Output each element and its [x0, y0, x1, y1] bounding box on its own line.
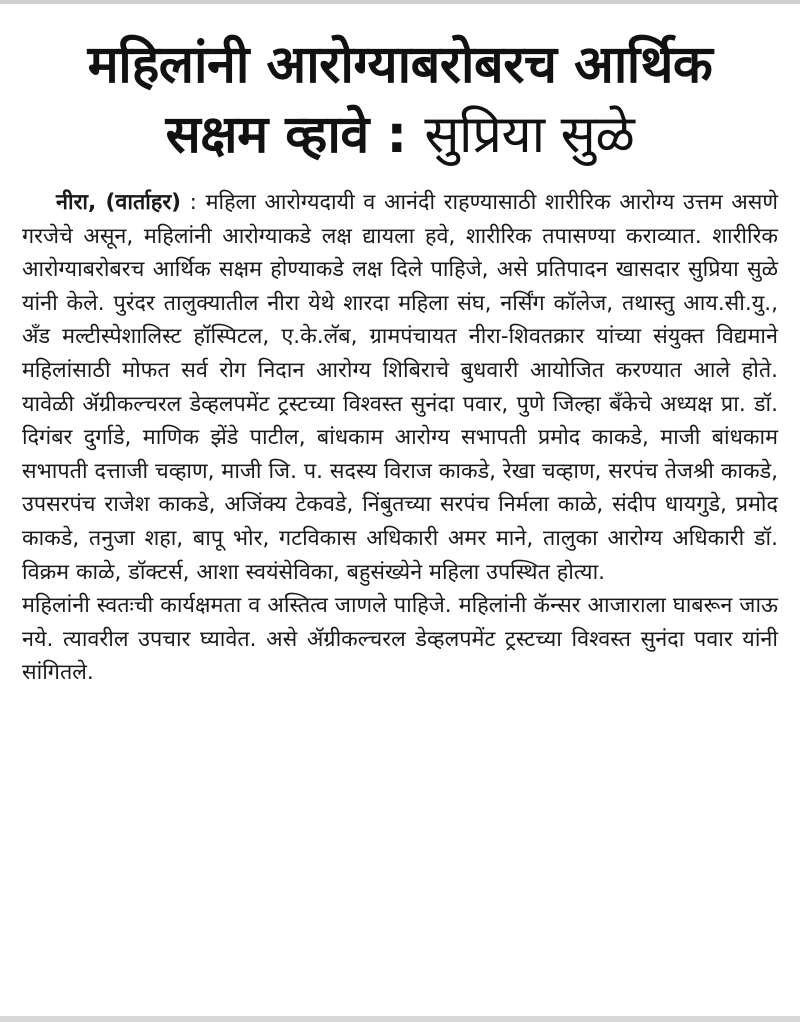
paragraph-2: महिलांनी स्वतःची कार्यक्षमता व अस्तित्व जाणले पाहिजे. महिलांनी कॅन्सर आजाराला घाबरून जाऊ नये. त्यावरील उपचार घ्यावेत. असे ॲग्रीकल्चरल डेव्हलपमेंट ट्रस्टच्या विश्वस्त सुनंदा पवार यांनी सांगितले.: [22, 593, 778, 686]
headline: [22, 30, 778, 170]
headline-line-1: महिलांनी आरोग्याबरोबरच आर्थिक: [87, 35, 713, 95]
news-article: [22, 30, 778, 690]
headline-line-2: [22, 100, 778, 170]
dateline: नीरा, (वार्ताहर): [56, 190, 182, 215]
bottom-border: [0, 1016, 800, 1022]
headline-main-text: सक्षम व्हावे: [165, 105, 369, 165]
headline-speaker: सुप्रिया सुळे: [424, 105, 635, 165]
article-body: [22, 186, 778, 690]
top-border: [0, 0, 800, 4]
headline-separator: :: [368, 105, 425, 165]
paragraph-1: महिला आरोग्यदायी व आनंदी राहण्यासाठी शारीरिक आरोग्य उत्तम असणे गरजेचे असून, महिलांनी आरोग्याकडे लक्ष द्यायला हवे, शारीरिक तपासण्या कराव्यात. शारीरिक आरोग्याबरोबरच आर्थिक सक्षम होण्याकडे लक्ष दिले पाहिजे, असे प्रतिपादन खासदार सुप्रिया सुळे यांनी केले. पुरंदर तालुक्यातील नीरा येथे शारदा महिला संघ, नर्सिंग कॉलेज, तथास्तु आय.सी.यु., अँड मल्टीस्पेशालिस्ट हॉस्पिटल, ए.के.लॅब, ग्रामपंचायत नीरा-शिवतक्रार यांच्या संयुक्त विद्यमाने महिलांसाठी मोफत सर्व रोग निदान आरोग्य शिबिराचे बुधवारी आयोजित करण्यात आले होते. यावेळी ॲग्रीकल्चरल डेव्हलपमेंट ट्रस्टच्या विश्वस्त सुनंदा पवार, पुणे जिल्हा बँकेचे अध्यक्ष प्रा. डॉ. दिगंबर दुर्गाडे, माणिक झेंडे पाटील, बांधकाम आरोग्य सभापती प्रमोद काकडे, माजी बांधकाम सभापती दत्ताजी चव्हाण, माजी जि. प. सदस्य विराज काकडे, रेखा चव्हाण, सरपंच तेजश्री काकडे, उपसरपंच राजेश काकडे, अजिंक्य टेकवडे, निंबुतच्या सरपंच निर्मला काळे, संदीप धायगुडे, प्रमोद काकडे, तनुजा शहा, बापू भोर, गटविकास अधिकारी अमर माने, तालुका आरोग्य अधिकारी डॉ. विक्रम काळे, डॉक्टर्स, आशा स्वयंसेविका, बहुसंख्येने महिला उपस्थित होत्या.: [22, 190, 778, 585]
dateline-separator: :: [181, 190, 206, 215]
